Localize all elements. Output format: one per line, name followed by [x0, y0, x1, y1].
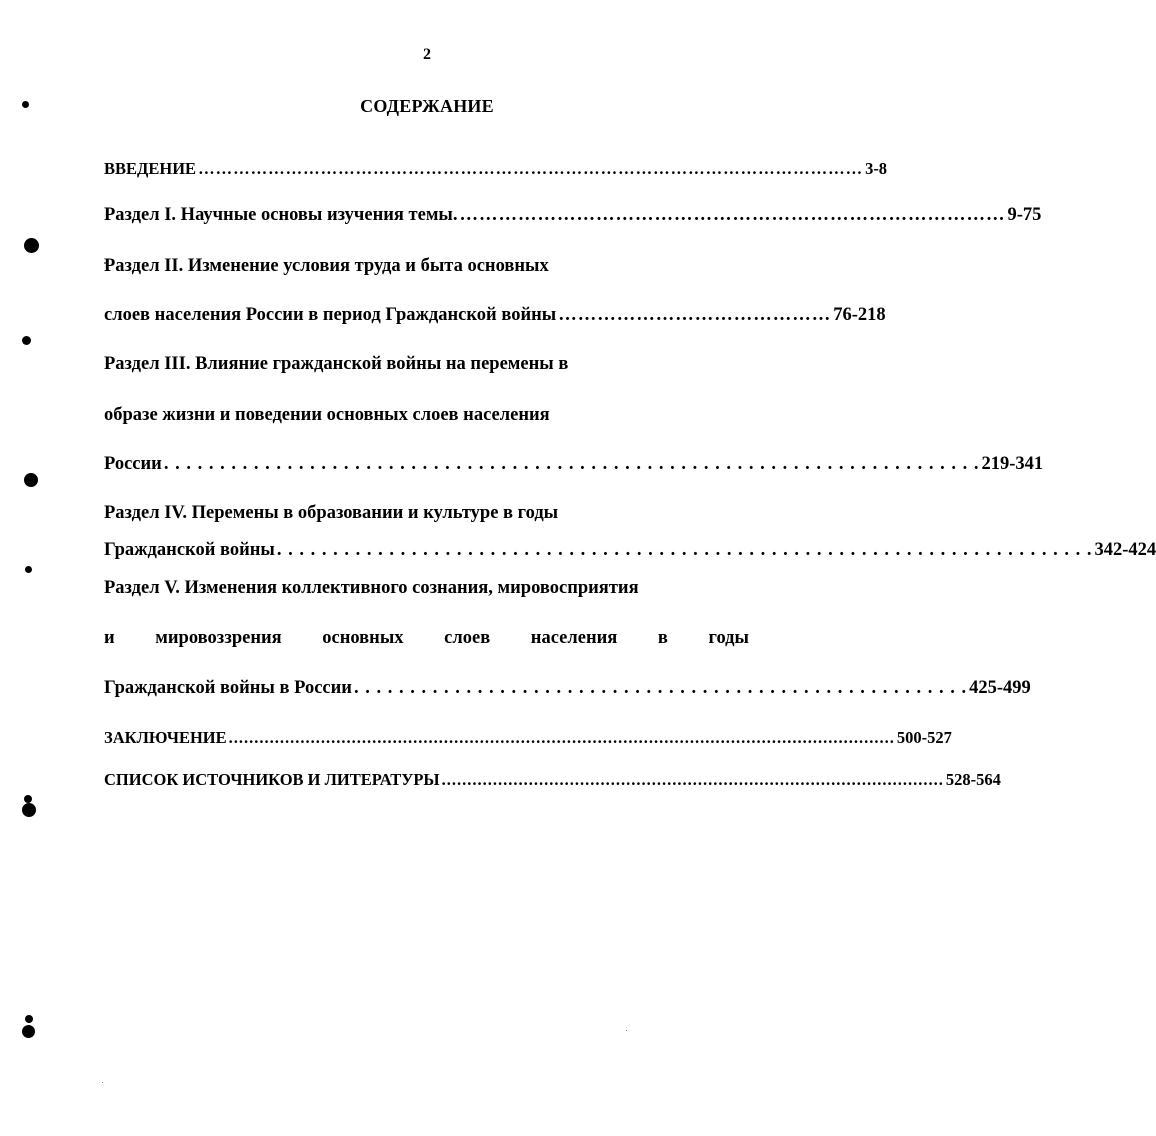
toc-page-range: 425-499 [969, 678, 1031, 698]
toc-page-range: 9-75 [1007, 205, 1042, 225]
toc-label: России [104, 454, 162, 474]
toc-entry-section-4-line-1[interactable] [104, 503, 749, 524]
toc-label: СПИСОК ИСТОЧНИКОВ И ЛИТЕРАТУРЫ [104, 770, 440, 789]
toc-label: Раздел I. Научные основы изучения темы. [104, 205, 458, 225]
toc-page-range: 528-564 [945, 770, 1001, 789]
toc-word: мировоззрения [155, 628, 282, 648]
toc-entry-section-5-line-2[interactable] [104, 628, 749, 649]
leader-dots: . . . . . . . . . . . . . . . . . . . . . . . . . . . . . . . . . . . . . . . . . . . . . . . . . . . . . . . . . . . . . . . . . . . . . . . . . [163, 454, 980, 474]
leader-dots: …………………………………… [558, 305, 832, 325]
leader-dots: .................................................................................................. [441, 770, 944, 789]
toc-label: Раздел IV. Перемены в образовании и культуре в годы [104, 503, 559, 523]
toc-entry-section-3-line-3[interactable] [104, 454, 1044, 475]
toc-label: Гражданской войны в России [104, 678, 352, 698]
punch-hole-mark [22, 1025, 35, 1038]
toc-label: образе жизни и поведении основных слоев населения [104, 405, 550, 425]
toc-page-range: 342-424 [1094, 540, 1156, 560]
toc-word: годы [708, 628, 749, 648]
punch-hole-mark [25, 566, 32, 573]
toc-word: слоев [444, 628, 491, 648]
toc-entry-section-3-line-2[interactable] [104, 405, 749, 426]
scan-speck [102, 1082, 103, 1083]
page-number: 2 [423, 46, 431, 63]
toc-label: Раздел V. Изменения коллективного сознания, мировосприятия [104, 578, 639, 598]
leader-dots: ………………………………………………………………………… [459, 205, 1006, 225]
toc-entry-section-5-line-1[interactable] [104, 578, 749, 599]
punch-hole-mark [24, 473, 38, 487]
punch-hole-mark [24, 238, 39, 253]
punch-hole-mark [25, 1015, 33, 1023]
toc-label: ЗАКЛЮЧЕНИЕ [104, 728, 227, 747]
page-title: СОДЕРЖАНИЕ [360, 96, 494, 116]
punch-hole-mark [22, 336, 31, 345]
scan-speck [626, 1030, 627, 1031]
toc-entry-conclusion[interactable] [104, 728, 952, 748]
toc-page-range: 3-8 [865, 159, 888, 178]
punch-hole-mark [24, 795, 32, 803]
toc-word: в [657, 628, 668, 648]
toc-label: слоев населения России в период Гражданской войны [104, 305, 557, 325]
toc-label: Гражданской войны [104, 540, 275, 560]
toc-page-range: 219-341 [981, 454, 1044, 474]
leader-dots: …………………………………………………………………………………………………… [198, 159, 864, 178]
toc-entry-section-3-line-1[interactable] [104, 354, 749, 375]
toc-label: ВВЕДЕНИЕ [104, 159, 197, 178]
toc-entry-introduction[interactable] [104, 159, 888, 179]
toc-page-range: 76-218 [833, 305, 886, 325]
leader-dots: . . . . . . . . . . . . . . . . . . . . . . . . . . . . . . . . . . . . . . . . . . . . . . . . . . . . . . . . . . . . . . . . . . . . . . . . . [276, 540, 1093, 560]
toc-label: Раздел III. Влияние гражданской войны на перемены в [104, 354, 569, 374]
leader-dots: . . . . . . . . . . . . . . . . . . . . . . . . . . . . . . . . . . . . . . . . . . . . . . . . . . . . . . . [353, 678, 968, 698]
toc-entry-sources[interactable] [104, 770, 1001, 790]
toc-entry-section-5-line-3[interactable] [104, 678, 1031, 699]
toc-page-range: 500-527 [896, 728, 952, 747]
toc-word: населения [530, 628, 618, 648]
leader-dots: .................................................................................................................................. [228, 728, 895, 747]
toc-entry-section-2-line-2[interactable] [104, 305, 886, 326]
toc-word: основных [322, 628, 404, 648]
toc-entry-section-4-line-2[interactable] [104, 540, 1156, 561]
toc-word: и [104, 628, 115, 648]
toc-entry-section-1[interactable] [104, 205, 1042, 226]
punch-hole-mark [22, 803, 36, 817]
toc-label: Раздел II. Изменение условия труда и быта основных [104, 256, 549, 276]
toc-entry-section-2-line-1[interactable] [104, 256, 749, 277]
